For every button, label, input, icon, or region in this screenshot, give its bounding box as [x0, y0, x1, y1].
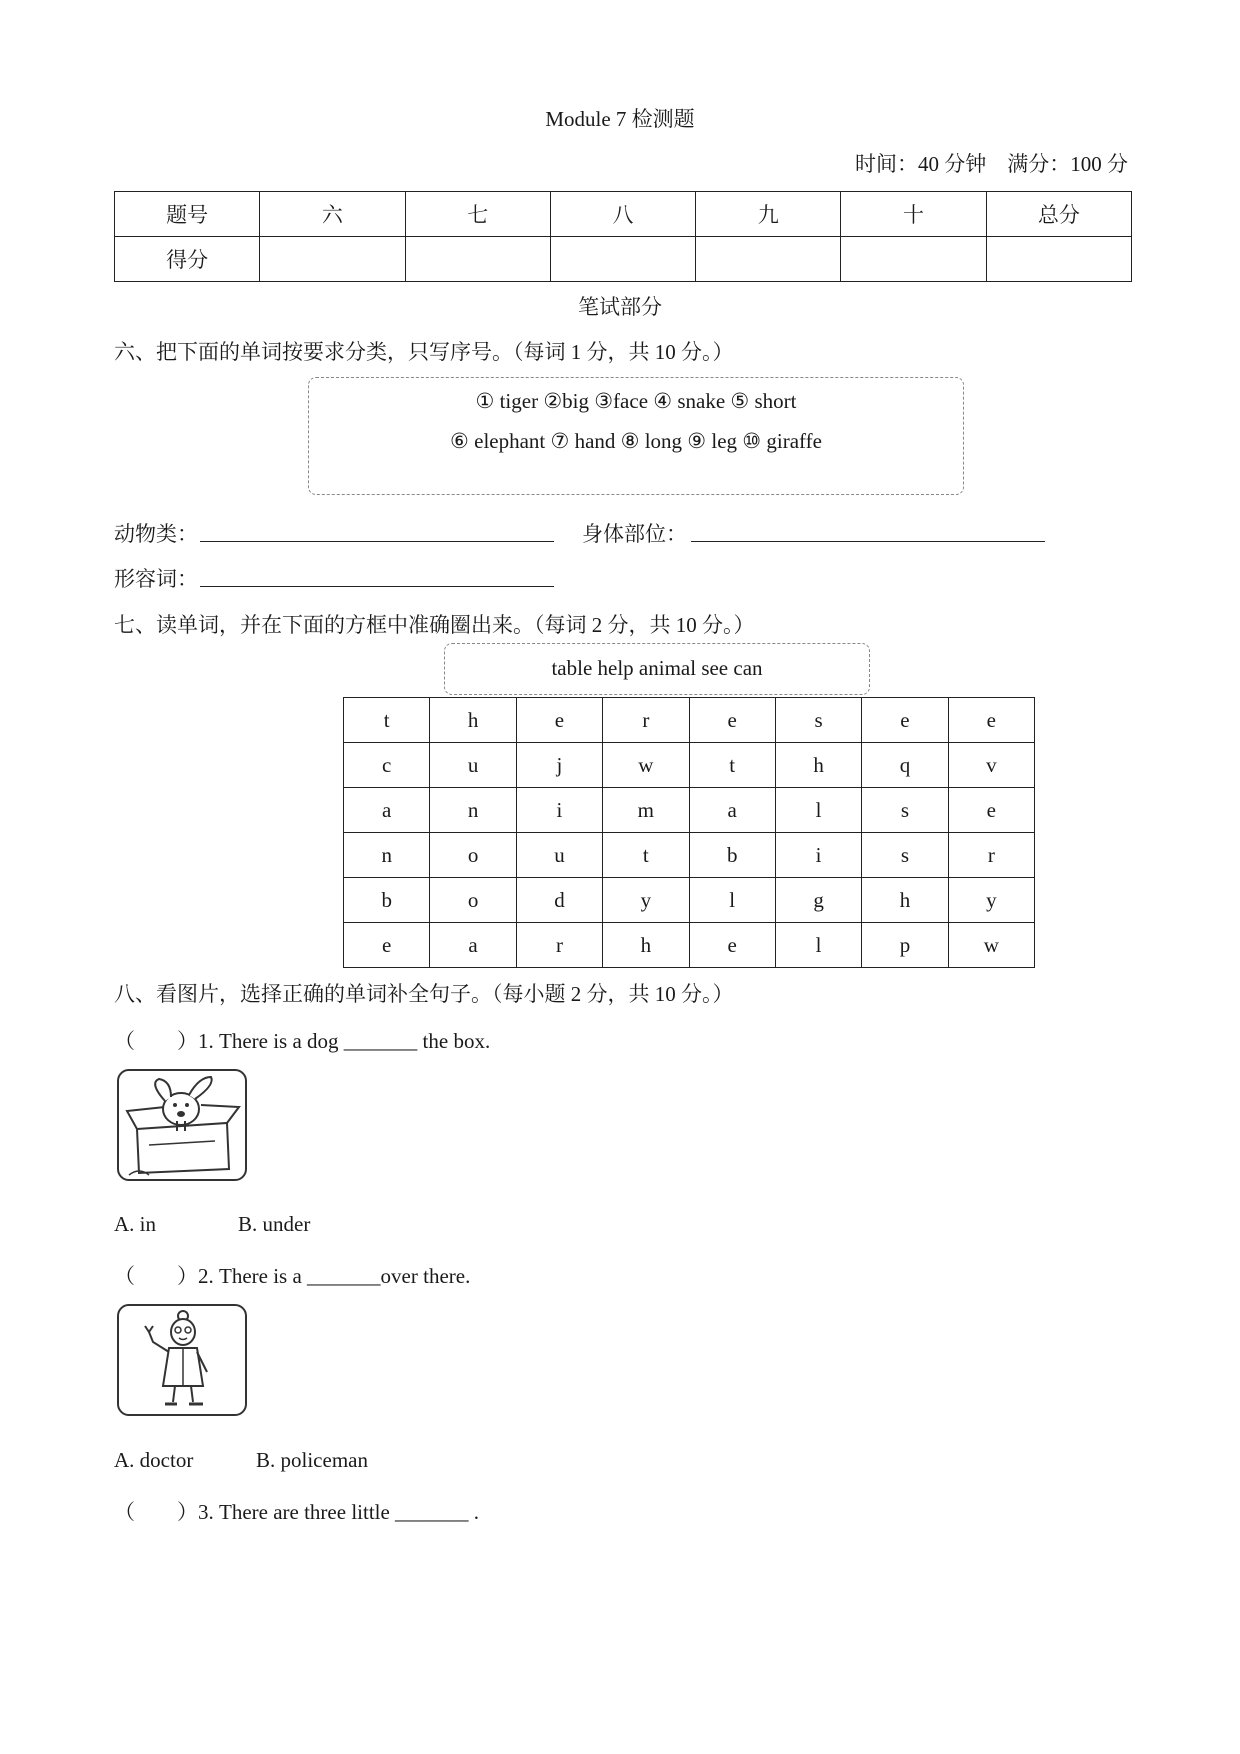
score-header-cell: 题号: [115, 192, 260, 237]
score-header-cell: 九: [696, 192, 841, 237]
grid-cell[interactable]: e: [948, 788, 1034, 833]
grid-cell[interactable]: m: [603, 788, 689, 833]
grid-cell[interactable]: a: [689, 788, 775, 833]
q7-instruction: 七、读单词，并在下面的方框中准确圈出来。（每词 2 分，共 10 分。）: [114, 613, 755, 637]
q8-instruction: 八、看图片，选择正确的单词补全句子。（每小题 2 分，共 10 分。）: [114, 982, 734, 1006]
grid-cell[interactable]: e: [948, 698, 1034, 743]
grid-row: [344, 743, 1035, 788]
grid-cell[interactable]: l: [775, 923, 861, 968]
score-header-cell: 六: [260, 192, 405, 237]
grid-cell[interactable]: e: [689, 698, 775, 743]
score-table-score-row: [115, 237, 1132, 282]
grid-cell[interactable]: a: [344, 788, 430, 833]
score-input-cell[interactable]: [550, 237, 695, 282]
grid-cell[interactable]: e: [862, 698, 948, 743]
dog-in-box-icon: [119, 1071, 245, 1179]
dog-in-box-picture: [117, 1069, 247, 1181]
q8-item-3: [114, 1496, 479, 1526]
grid-cell[interactable]: p: [862, 923, 948, 968]
grid-cell[interactable]: b: [689, 833, 775, 878]
score-header-cell: 十: [841, 192, 986, 237]
grid-cell[interactable]: l: [689, 878, 775, 923]
section-label: 笔试部分: [578, 295, 662, 319]
word-search-grid: [343, 697, 1035, 968]
time-score-info: 时间：40 分钟 满分：100 分: [855, 152, 1128, 176]
grid-cell[interactable]: s: [862, 833, 948, 878]
score-header-cell: 总分: [986, 192, 1131, 237]
q8-item-1-text: 1. There is a dog _______ the box.: [198, 1029, 491, 1053]
grid-cell[interactable]: g: [775, 878, 861, 923]
label-body-parts: 身体部位：: [582, 522, 687, 546]
q8-item-2-text: 2. There is a _______over there.: [198, 1264, 471, 1288]
grid-cell[interactable]: e: [516, 698, 602, 743]
grid-cell[interactable]: y: [603, 878, 689, 923]
grid-row: [344, 923, 1035, 968]
label-adjectives: 形容词：: [114, 567, 198, 591]
grid-cell[interactable]: j: [516, 743, 602, 788]
grid-cell[interactable]: r: [603, 698, 689, 743]
grid-cell[interactable]: l: [775, 788, 861, 833]
grid-cell[interactable]: t: [344, 698, 430, 743]
q8-item-3-text: 3. There are three little _______ .: [198, 1500, 480, 1524]
grid-cell[interactable]: e: [689, 923, 775, 968]
grid-cell[interactable]: t: [689, 743, 775, 788]
answer-line-adjectives[interactable]: [200, 586, 554, 587]
grid-cell[interactable]: s: [862, 788, 948, 833]
doctor-icon: [119, 1306, 245, 1414]
grid-cell[interactable]: u: [430, 743, 516, 788]
grid-cell[interactable]: h: [775, 743, 861, 788]
score-table: [114, 191, 1132, 282]
answer-paren[interactable]: （ ）: [114, 1264, 198, 1288]
grid-cell[interactable]: u: [516, 833, 602, 878]
grid-cell[interactable]: n: [430, 788, 516, 833]
score-row-label: 得分: [115, 237, 260, 282]
q6-word-box: [308, 377, 964, 495]
q8-item-1: [114, 1025, 490, 1055]
grid-cell[interactable]: r: [948, 833, 1034, 878]
q6-instruction: 六、把下面的单词按要求分类，只写序号。（每词 1 分，共 10 分。）: [114, 340, 734, 364]
grid-cell[interactable]: o: [430, 833, 516, 878]
answer-line-animals[interactable]: [200, 541, 554, 542]
label-animals: 动物类：: [114, 522, 198, 546]
grid-cell[interactable]: s: [775, 698, 861, 743]
grid-cell[interactable]: h: [603, 923, 689, 968]
option-b[interactable]: B. policeman: [256, 1448, 368, 1472]
grid-cell[interactable]: a: [430, 923, 516, 968]
grid-cell[interactable]: h: [430, 698, 516, 743]
grid-cell[interactable]: o: [430, 878, 516, 923]
q7-words: table help animal see can: [551, 656, 763, 680]
answer-paren[interactable]: （ ）: [114, 1029, 198, 1053]
answer-paren[interactable]: （ ）: [114, 1500, 198, 1524]
option-b[interactable]: B. under: [238, 1212, 311, 1236]
q6-words-row-1: ① tiger ②big ③face ④ snake ⑤ short: [475, 389, 797, 413]
grid-cell[interactable]: w: [603, 743, 689, 788]
grid-cell[interactable]: e: [344, 923, 430, 968]
grid-cell[interactable]: i: [516, 788, 602, 833]
score-input-cell[interactable]: [696, 237, 841, 282]
q7-word-box: [444, 643, 870, 695]
score-header-cell: 七: [405, 192, 550, 237]
grid-cell[interactable]: d: [516, 878, 602, 923]
grid-cell[interactable]: t: [603, 833, 689, 878]
grid-row: [344, 878, 1035, 923]
grid-row: [344, 833, 1035, 878]
option-a[interactable]: A. in: [114, 1212, 156, 1236]
score-input-cell[interactable]: [841, 237, 986, 282]
grid-cell[interactable]: r: [516, 923, 602, 968]
score-input-cell[interactable]: [260, 237, 405, 282]
q6-words-row-2: ⑥ elephant ⑦ hand ⑧ long ⑨ leg ⑩ giraffe: [450, 429, 822, 453]
score-input-cell[interactable]: [986, 237, 1131, 282]
page-title: Module 7 检测题: [545, 107, 695, 131]
grid-cell[interactable]: q: [862, 743, 948, 788]
grid-cell[interactable]: w: [948, 923, 1034, 968]
grid-cell[interactable]: c: [344, 743, 430, 788]
grid-cell[interactable]: h: [862, 878, 948, 923]
grid-row: [344, 788, 1035, 833]
grid-cell[interactable]: n: [344, 833, 430, 878]
score-table-header-row: [115, 192, 1132, 237]
score-header-cell: 八: [550, 192, 695, 237]
grid-cell[interactable]: i: [775, 833, 861, 878]
doctor-picture: [117, 1304, 247, 1416]
score-input-cell[interactable]: [405, 237, 550, 282]
option-a[interactable]: A. doctor: [114, 1448, 194, 1472]
grid-cell[interactable]: y: [948, 878, 1034, 923]
q8-item-2: [114, 1260, 470, 1290]
grid-cell[interactable]: v: [948, 743, 1034, 788]
grid-row: [344, 698, 1035, 743]
answer-line-body-parts[interactable]: [691, 541, 1045, 542]
grid-cell[interactable]: b: [344, 878, 430, 923]
